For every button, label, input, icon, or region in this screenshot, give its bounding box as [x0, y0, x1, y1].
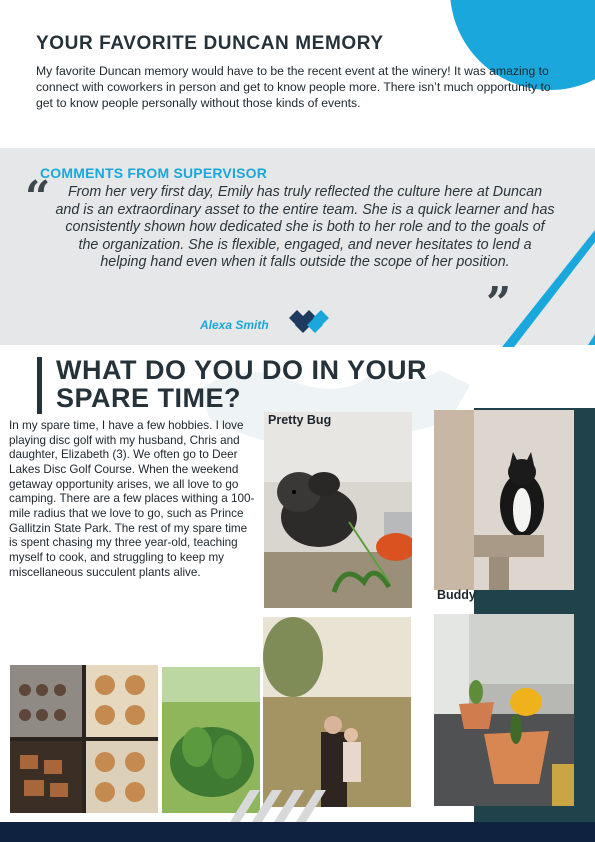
supervisor-quote: From her very first day, Emily has truly reflected the culture here at Duncan and is an extraordinary asset to the entire team. She is a quick learner and has consistently shown how dedicated she is both to her role and to the goals of the organization. She is flexible, engaged, and never hesitates to lend a helping hand even when it falls outside the scope of her position. — [55, 184, 555, 271]
decorative-stripes — [220, 790, 350, 822]
close-quote-icon: ” — [486, 278, 512, 329]
title-accent-bar — [37, 357, 42, 414]
comments-title: COMMENTS FROM SUPERVISOR — [40, 165, 268, 181]
duncan-logo-icon — [285, 307, 335, 335]
cat-caption: Buddy — [437, 588, 476, 602]
rabbit-photo — [264, 412, 412, 608]
signature-name: Alexa Smith — [200, 318, 269, 332]
spare-time-title: WHAT DO YOU DO IN YOUR SPARE TIME? — [56, 355, 428, 413]
footer-bar — [0, 822, 595, 842]
spare-time-body: In my spare time, I have a few hobbies. I love playing disc golf with my husband, Chris and daughter, Elizabeth (3). We often go to Deer Lakes Disc Golf Course. When the weekend getaway opportunity arises, we all love to go camping. There are a few places withing a 100-mile radius that we love to go, such as Prince Gallitzin State Park. The rest of my spare time is spent chasing my three year-old, teaching myself to cook, and struggling to keep my miscellaneous succulent plants alive. — [9, 419, 255, 579]
open-quote-icon: “ — [25, 172, 51, 223]
rabbit-caption: Pretty Bug — [268, 413, 332, 427]
succulent-photo — [434, 614, 574, 806]
cat-photo — [434, 410, 574, 590]
baking-photo — [10, 665, 158, 813]
favorite-memory-body: My favorite Duncan memory would have to be the recent event at the winery! It was amazing to connect with coworkers in person and get to know people more. There isn’t much opportunity to get to know people personally without those kinds of events. — [36, 64, 551, 110]
favorite-memory-title: YOUR FAVORITE DUNCAN MEMORY — [36, 33, 384, 54]
family-photo — [263, 617, 411, 807]
